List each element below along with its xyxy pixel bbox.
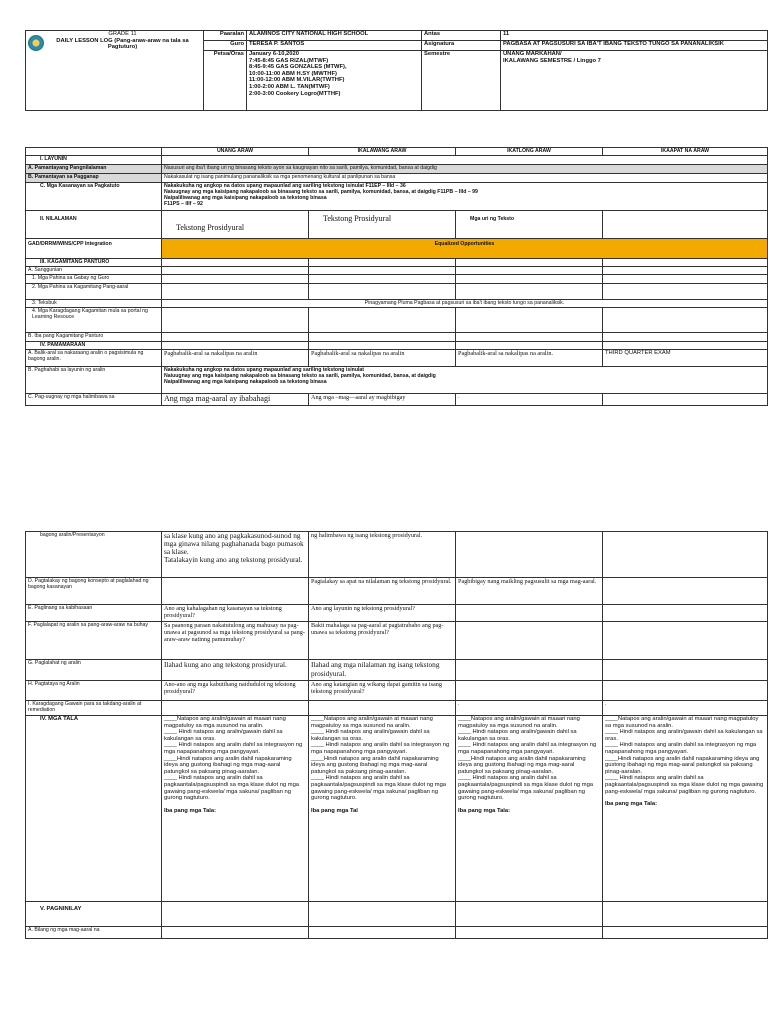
presentasyon-text: sa klase kung ano ang pagkakasunod-sunod ng mga ginawa nilang paghahanada bago pumasok sa klase. <box>164 531 304 556</box>
takdang-aralin-label: I. Karagdagang Gawain para sa takdang-aralin at remediation <box>26 701 162 716</box>
pagganap-text: Nakakasulat ng isang panimulang pananaliksik sa mga penomenang kultural at panlipunan sa bansa <box>162 174 768 183</box>
day-header: UNANG ARAW <box>162 148 309 156</box>
nilalaman-d4 <box>603 211 768 239</box>
iba-pang-tala: Iba pang mga Tala: <box>458 807 511 814</box>
semestre-label: Semestre <box>422 51 501 111</box>
iba-pang-tala: Iba pang mga Tal <box>311 807 358 814</box>
mga-tala-d3 <box>456 716 603 902</box>
paglalahat-d2: Ilahad ang mga nilalaman ng isang tekstong prosidyural. <box>309 660 456 681</box>
balik-aral-d4: THIRD QUARTER EXAM <box>603 350 768 367</box>
lesson-table-page1 <box>25 147 768 406</box>
balik-aral-label: A. Balik-aral sa nakaraang aralin o pagsisimula ng bagong aralin. <box>26 350 162 367</box>
pag-uugnay-d3: . <box>456 394 603 406</box>
pagtataya-d2: Ano ang katangian ng wikang dapat gamitin sa isang tekstong prosidyural? <box>309 681 456 701</box>
mga-tala-d2 <box>309 716 456 902</box>
mga-tala-label: IV. MGA TALA <box>26 716 162 902</box>
lesson-table-page2 <box>25 531 768 939</box>
kasanayan-line: Naiuugnay ang mga kaisipang nakapaloob sa binasang teksto sa sarili, pamilya, komunidad, bansa, at daigdig F11PB – IIId – 99 <box>164 189 478 195</box>
kagamitan-title: III. KAGAMITANG PANTURO <box>26 259 162 267</box>
log-title: DAILY LESSON LOG (Pang-araw-araw na tala sa Pagtuturo) <box>56 37 189 51</box>
gad-label: GAD/DRRM/WINS/CPP Integration <box>26 239 162 259</box>
paglinang-d2: Ano ang layunin ng tekstong prosidyural? <box>309 605 456 622</box>
day-header: IKAAPAT NA ARAW <box>603 148 768 156</box>
blank-cell <box>26 148 162 156</box>
nilalaman-d3: Mga uri ng Teksto <box>456 211 603 239</box>
nilalaman-d2: Tekstong Prosidyural <box>309 211 456 239</box>
layunin-blank <box>162 156 768 165</box>
paglinang-d1: Ano ang kahalagahan ng kasanayan sa tekstong prosidyural? <box>162 605 309 622</box>
sanggunian-label: A. Sanggunian <box>26 267 162 275</box>
pagninilay-label: V. PAGNINILAY <box>26 902 162 927</box>
guro-label: Guro <box>204 41 247 51</box>
karagdagang-label: 4. Mga Karagdagang Kagamitan mula sa portal ng Learning Resouce <box>26 308 162 333</box>
petsa-value <box>247 51 422 111</box>
asignatura-label: Asignatura <box>422 41 501 51</box>
kasanayan-line: Naipaliliwanag ang mga kaisipang nakapaloob sa tekstong binasa <box>164 195 327 201</box>
iba-pang-tala: Iba pang mga Tala: <box>605 801 658 808</box>
paghahabi-line: Nakakukuha ng angkop na datos upang mapaunlad ang sariling tekstong isinulat <box>164 367 365 373</box>
kasanayan-line: F11PS – IIIf – 92 <box>164 201 203 207</box>
petsa-label: Petsa/Oras <box>204 51 247 111</box>
mga-tala-d4 <box>603 716 768 902</box>
petsa-line: 7:45-8:45 GAS RIZAL(MTWF) <box>249 57 329 64</box>
kasanayan-label: C. Mga Kasanayan sa Pagkatuto <box>26 183 162 211</box>
nilalaman-d1: Tekstong Prosidyural <box>162 211 309 239</box>
petsa-line: January 6-10,2020 <box>249 51 299 57</box>
paghahabi-line: Naiuugnay ang mga kaisipang nakapaloob sa binasang teksto sa sarili, pamilya, komunidad, bansa, at daigdig <box>164 373 436 379</box>
pamantayang-text: Nasusuri ang iba't ibang uri ng binasang teksto ayon sa kaugnayan nito sa sarili, pamilya, komunidad, bansa at daigdig <box>162 165 768 174</box>
pamamaraan-title: IV. PAMAMARAAN <box>26 342 162 350</box>
guro-value: TERESA P. SANTOS <box>247 41 422 51</box>
petsa-line: 11:00-12:00 ABM M.VILAR(TWTHF) <box>249 77 345 84</box>
header-table <box>25 30 768 111</box>
layunin-title: I. LAYUNIN <box>26 156 162 165</box>
day-header: IKATLONG ARAW <box>456 148 603 156</box>
pagtataya-d1: Ano-ano ang mga kabutihang naidudulot ng tekstong prosidyural? <box>162 681 309 701</box>
antas-label: Antas <box>422 31 501 41</box>
teksbuk-text: Pinagyamang Pluma Pagbasa at pagsusuri sa iba't ibang teksto tungo sa pananaliksik. <box>162 300 768 308</box>
grade-label: GRADE 11 <box>108 31 137 37</box>
school-seal-icon <box>28 35 44 51</box>
petsa-line: 10:00-11:00 ABM H.SY (MWTHF) <box>249 70 337 77</box>
pag-uugnay-d2: Ang mga –mag—aaral ay magbibigay <box>309 394 456 406</box>
takdang-aralin-d4: . <box>603 701 768 716</box>
day-header: IKALAWANG ARAW <box>309 148 456 156</box>
tala-checklist: ____Natapos ang aralin/gawain at maaari nang magpatuloy sa mga susunod na aralin. ____ Hindi natapos ang aralin/gawain dahil sa kakulangan sa oras. ____ Hindi natapos ang aralin dahil sa integrasyon ng mga napapanahong mga pangyayari. ____Hindi natapos ang aralin dahil napakaraming ideya ang gustong ibahagi ng mga mag-aaral patungkol sa paksang pinag-aaralan. ____ Hindi natapos ang aralin dahil sa pagkaantala/pagsuspindi sa mga klase dulot ng mga gawaing pang-eskwela/ mga sakuna/ pagliban ng gurong nagtuturo. <box>605 716 764 795</box>
pagtalakay-d3: Pagbibigay nang maikling pagsusulit sa mga mag-aaral. <box>456 578 603 605</box>
paglalapat-d2: Bakit mahalaga sa pag-aaral at pagtatrabaho ang pag-unawa sa tekstong prosidyural? <box>309 622 456 660</box>
paglalahat-d1: Ilahad kung ano ang tekstong prosidyural. <box>162 660 309 681</box>
takdang-aralin-d3: . <box>456 701 603 716</box>
paglalapat-label: F. Paglalapat ng aralin sa pang-araw-araw na buhay <box>26 622 162 660</box>
kagamitang-label: 2. Mga Pahina sa Kagamitang Pang-aaral <box>26 284 162 300</box>
iba-kagamitan-label: B. Iba pang Kagamitang Panturo <box>26 333 162 342</box>
mga-tala-d1 <box>162 716 309 902</box>
presentasyon-label: bagong aralin/Presentasyon <box>26 532 162 578</box>
petsa-line: 1:00-2:00 ABM L. TAN(MTWF) <box>249 83 330 90</box>
paghahabi-label: B. Paghahabi sa layunin ng aralin <box>26 367 162 394</box>
presentasyon-text-b: Tatalakayin kung ano ang tekstong prosidyural. <box>164 555 303 564</box>
antas-value: 11 <box>501 31 768 41</box>
iba-pang-tala: Iba pang mga Tala: <box>164 807 217 814</box>
pagtalakay-d2: Pagtalakay sa apat na nilalaman ng tekstong prosidyural. <box>309 578 456 605</box>
pagtalakay-label: D. Pagtalakay ng bagong konsepto at paglalahad ng bagong kasanayan <box>26 578 162 605</box>
paglalahat-label: G. Paglalahat ng aralin <box>26 660 162 681</box>
pagganap-label: B. Pamantayan sa Pagganap <box>26 174 162 183</box>
kasanayan-line: Nakakukuha ng angkop na datos upang mapaunlad ang sariling tekstong isinulat F11EP – IIId – 36 <box>164 183 406 189</box>
pag-uugnay-label: C. Pag-uugnay ng mga halimbawa sa <box>26 394 162 406</box>
pag-uugnay-d1: Ang mga mag-aaral ay ibabahagi <box>162 394 309 406</box>
tala-checklist: ____Natapos ang aralin/gawain at maaari nang magpatuloy sa mga susunod na aralin. ____ Hindi natapos ang aralin/gawain dahil sa kakulangan sa oras. ____ Hindi natapos ang aralin dahil sa integrasyon ng mga napapanahong mga pangyayari. ____Hindi natapos ang aralin dahil napakaraming ideya ang gustong ibahagi ng mga mag-aaral patungkol sa paksang pinag-aaralan. ____ Hindi natapos ang aralin dahil sa pagkaantala/pagsuspindi sa mga klase dulot ng mga gawaing pang-eskwela/ mga sakuna/ pagliban ng gurong nagtuturo. <box>458 716 597 802</box>
paghahabi-line: Naipaliliwanag ang mga kaisipang nakapaloob sa tekstong binasa <box>164 379 327 385</box>
balik-aral-d3: Pagbabalik-aral sa nakalipas na aralin. <box>456 350 603 367</box>
teksbuk-label: 3. Teksbuk <box>26 300 162 308</box>
bilang-label: A. Bilang ng mga mag-aaral na <box>26 927 162 939</box>
balik-aral-d1: Pagbabalik-aral sa nakalipas na aralin <box>162 350 309 367</box>
petsa-line: 2:00-3:00 Cookery Logro(MTTHF) <box>249 90 341 97</box>
pamantayang-label: A. Pamantayang Pangnilalaman <box>26 165 162 174</box>
gabay-label: 1. Mga Pahina sa Gabay ng Guro <box>26 275 162 284</box>
paaralan-value: ALAMINOS CITY NATIONAL HIGH SCHOOL <box>247 31 422 41</box>
presentasyon-d1 <box>162 532 309 578</box>
balik-aral-d2: Pagbabalik-aral sa nakalipas na aralin <box>309 350 456 367</box>
asignatura-value: PAGBASA AT PAGSUSURI SA IBA'T IBANG TEKSTO TUNGO SA PANANALIKSIK <box>501 41 768 51</box>
semestre-value: UNANG MARKAHAN/ IKALAWANG SEMESTRE / Linggo 7 <box>501 51 768 111</box>
paaralan-label: Paaralan <box>204 31 247 41</box>
paglinang-label: E. Paglinang sa kabihasaan <box>26 605 162 622</box>
tala-checklist: ____Natapos ang aralin/gawain at maaari nang magpatuloy sa mga susunod na aralin. ____ Hindi natapos ang aralin/gawain dahil sa kakulangan sa oras. ____ Hindi natapos ang aralin dahil sa integrasyon ng mga napapanahong mga pangyayari. ____Hindi natapos ang aralin dahil napakaraming ideya ang gustong ibahagi ng mga mag-aaral patungkol sa paksang pinag-aaralan. ____ Hindi natapos ang aralin dahil sa pagkaantala/pagsuspindi sa mga klase dulot ng mga gawaing pang-eskwela/ mga sakuna/ pagliban ng gurong nagtuturo. <box>164 716 303 802</box>
gad-value: Equalized Opportunities <box>162 239 768 259</box>
paghahabi-text <box>162 367 768 394</box>
paglalapat-d1: Sa paanong paraan nakatutulong ang mahusay na pag-unawa at pagsunod sa mga tekstong prosidyural sa pang-araw-araw natinng pamumuhay? <box>162 622 309 660</box>
petsa-line: 8:45-9:45 GAS GONZALES (MTWF), <box>249 64 347 71</box>
kasanayan-text <box>162 183 768 211</box>
header-title-cell <box>26 31 204 111</box>
pagtataya-label: H. Pagtataya ng Aralin <box>26 681 162 701</box>
presentasyon-d2: ng halimbawa ng isang tekstong prosidyural. <box>309 532 456 578</box>
nilalaman-label: II. NILALAMAN <box>26 211 162 239</box>
tala-checklist: ____Natapos ang aralin/gawain at maaari nang magpatuloy sa mga susunod na aralin. ____ Hindi natapos ang aralin/gawain dahil sa kakulangan sa oras. ____ Hindi natapos ang aralin dahil sa integrasyon ng mga napapanahong mga pangyayari. ____Hindi natapos ang aralin dahil napakaraming ideya ang gustong ibahagi ng mga mag-aaral patungkol sa paksang pinag-aaralan. ____ Hindi natapos ang aralin dahil sa pagkaantala/pagsuspindi sa mga klase dulot ng mga gawaing pang-eskwela/ mga sakuna/ pagliban ng gurong nagtuturo. <box>311 716 450 802</box>
